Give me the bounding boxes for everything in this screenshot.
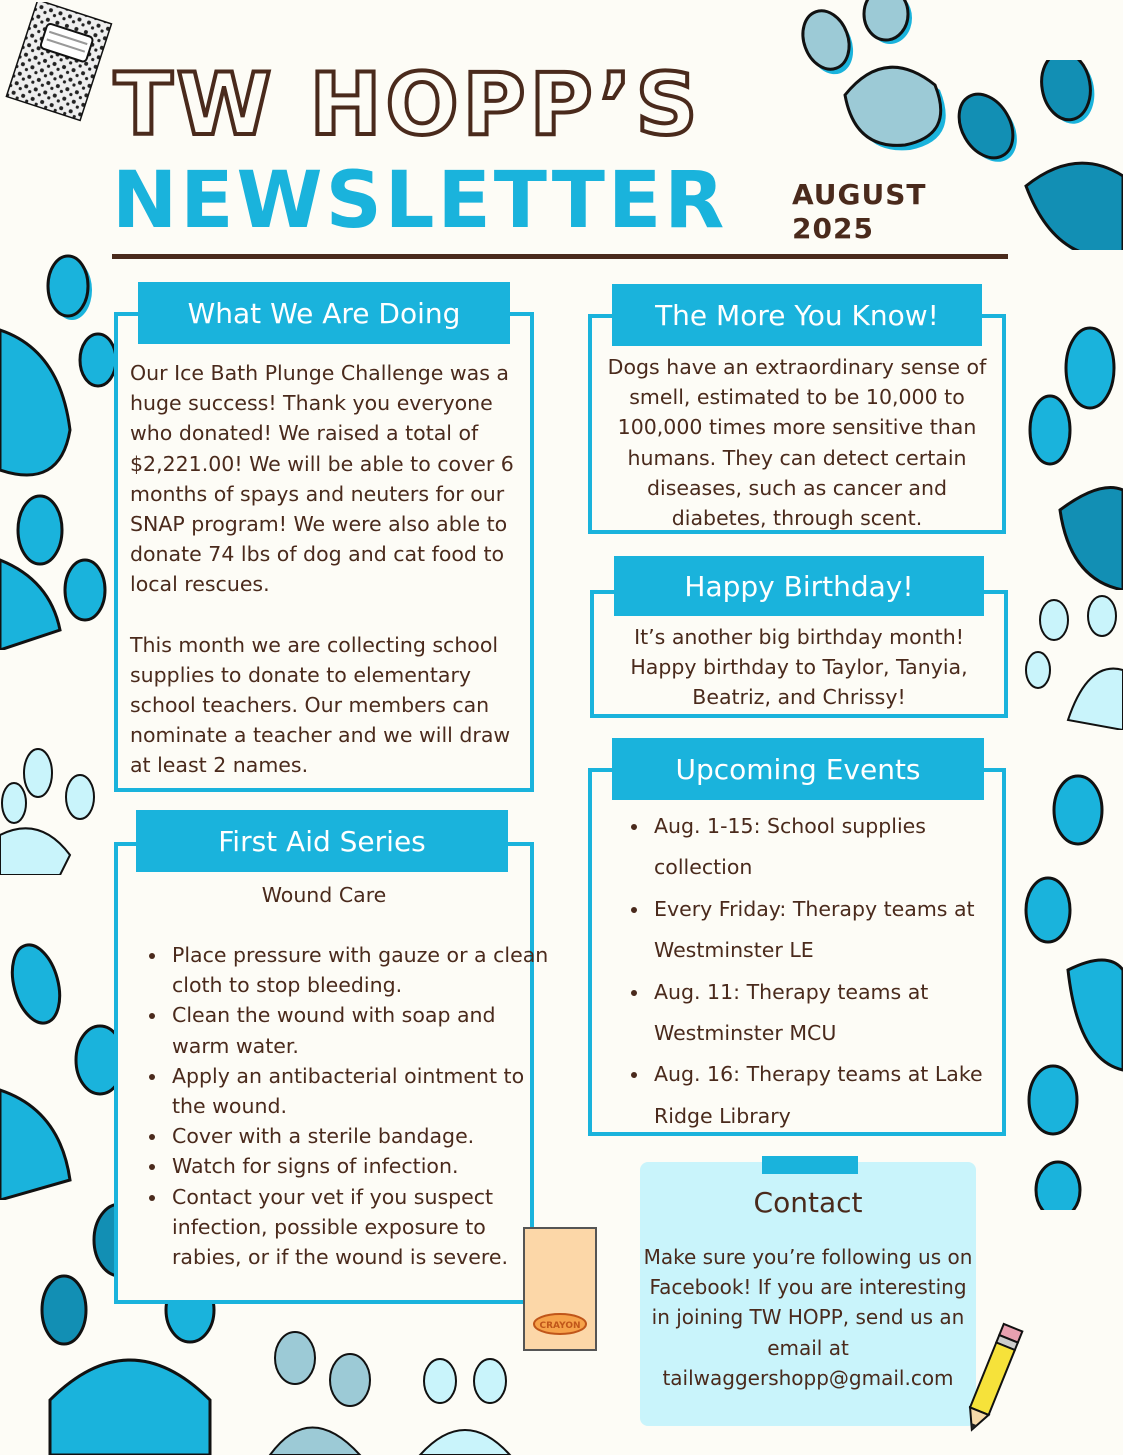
list-item: • Aug. 16: Therapy teams at Lake Ridge Library [650, 1054, 1010, 1137]
crayon-label: CRAYON [539, 1321, 581, 1331]
first-aid-heading: First Aid Series [136, 810, 508, 872]
paw-print-icon [1018, 590, 1123, 730]
know-body: Dogs have an extraordinary sense of smell, estimated to be 10,000 to 100,000 times more sensitive than humans. They can detect certain diseases, such as cancer and diabetes, through scent. [607, 355, 987, 531]
doing-paragraph-1: Our Ice Bath Plunge Challenge was a huge success! Thank you everyone who donated! We raised a total of $2,221.00! We will be able to cover 6 months of spays and neuters for our SNAP program! We were also able to donate 74 lbs of dog and cat food to local rescues. [130, 361, 514, 597]
tape-decoration [762, 1156, 858, 1174]
contact-section [640, 1162, 976, 1426]
list-item: • Aug. 11: Therapy teams at Westminster MCU [650, 972, 1010, 1055]
birthday-body: It’s another big birthday month! Happy birthday to Taylor, Tanyia, Beatriz, and Chrissy! [630, 625, 968, 710]
doing-section [114, 312, 534, 792]
list-item: • Contact your vet if you suspect infection, possible exposure to rabies, or if the wound is severe. [168, 1182, 550, 1273]
events-list [626, 806, 1010, 1137]
paw-print-icon [950, 60, 1123, 250]
list-item: • Place pressure with gauze or a clean cloth to stop bleeding. [168, 940, 550, 1000]
first-aid-section [114, 842, 549, 1304]
doing-paragraph-2: This month we are collecting school supplies to donate to elementary school teachers. Our members can nominate a teacher and we will draw at least 2 names. [130, 632, 511, 778]
header-divider [112, 254, 1008, 259]
newsletter-title-line2: NEWSLETTER [112, 156, 728, 246]
list-item: • Every Friday: Therapy teams at Westminster LE [650, 889, 1010, 972]
newsletter-title-line1: TW HOPP’S [114, 55, 702, 155]
list-item: • Apply an antibacterial ointment to the wound. [168, 1061, 550, 1121]
paw-print-icon [0, 745, 110, 875]
contact-body: Make sure you’re following us on Facebook! If you are interesting in joining TW HOPP, send us an email at tailwaggershopp@gmail.com [643, 1245, 973, 1390]
paw-print-icon [250, 1320, 390, 1455]
list-item: • Aug. 1-15: School supplies collection [650, 806, 1010, 889]
events-section [588, 768, 1006, 1136]
events-heading: Upcoming Events [612, 738, 984, 800]
paw-print-icon [1008, 770, 1123, 1210]
paw-print-icon [1010, 320, 1123, 590]
list-item: • Cover with a sterile bandage. [168, 1121, 550, 1151]
know-section [588, 314, 1006, 534]
list-item: • Clean the wound with soap and warm water. [168, 1000, 550, 1060]
pencil-icon [958, 1318, 1028, 1442]
paw-print-icon [0, 230, 130, 650]
issue-date [792, 178, 927, 246]
birthday-heading: Happy Birthday! [614, 556, 984, 616]
notebook-icon [2, 2, 114, 124]
know-heading: The More You Know! [612, 284, 982, 346]
doing-body [130, 358, 522, 781]
first-aid-list [144, 940, 550, 1272]
list-item: • Watch for signs of infection. [168, 1151, 550, 1181]
paw-print-icon [790, 0, 960, 160]
contact-heading: Contact [753, 1186, 863, 1219]
doing-heading: What We Are Doing [138, 282, 510, 344]
paw-print-icon [410, 1345, 520, 1455]
issue-month: AUGUST [792, 178, 927, 211]
crayon-box-icon [520, 1224, 600, 1354]
issue-year: 2025 [792, 212, 874, 245]
first-aid-subtitle: Wound Care [261, 883, 387, 907]
